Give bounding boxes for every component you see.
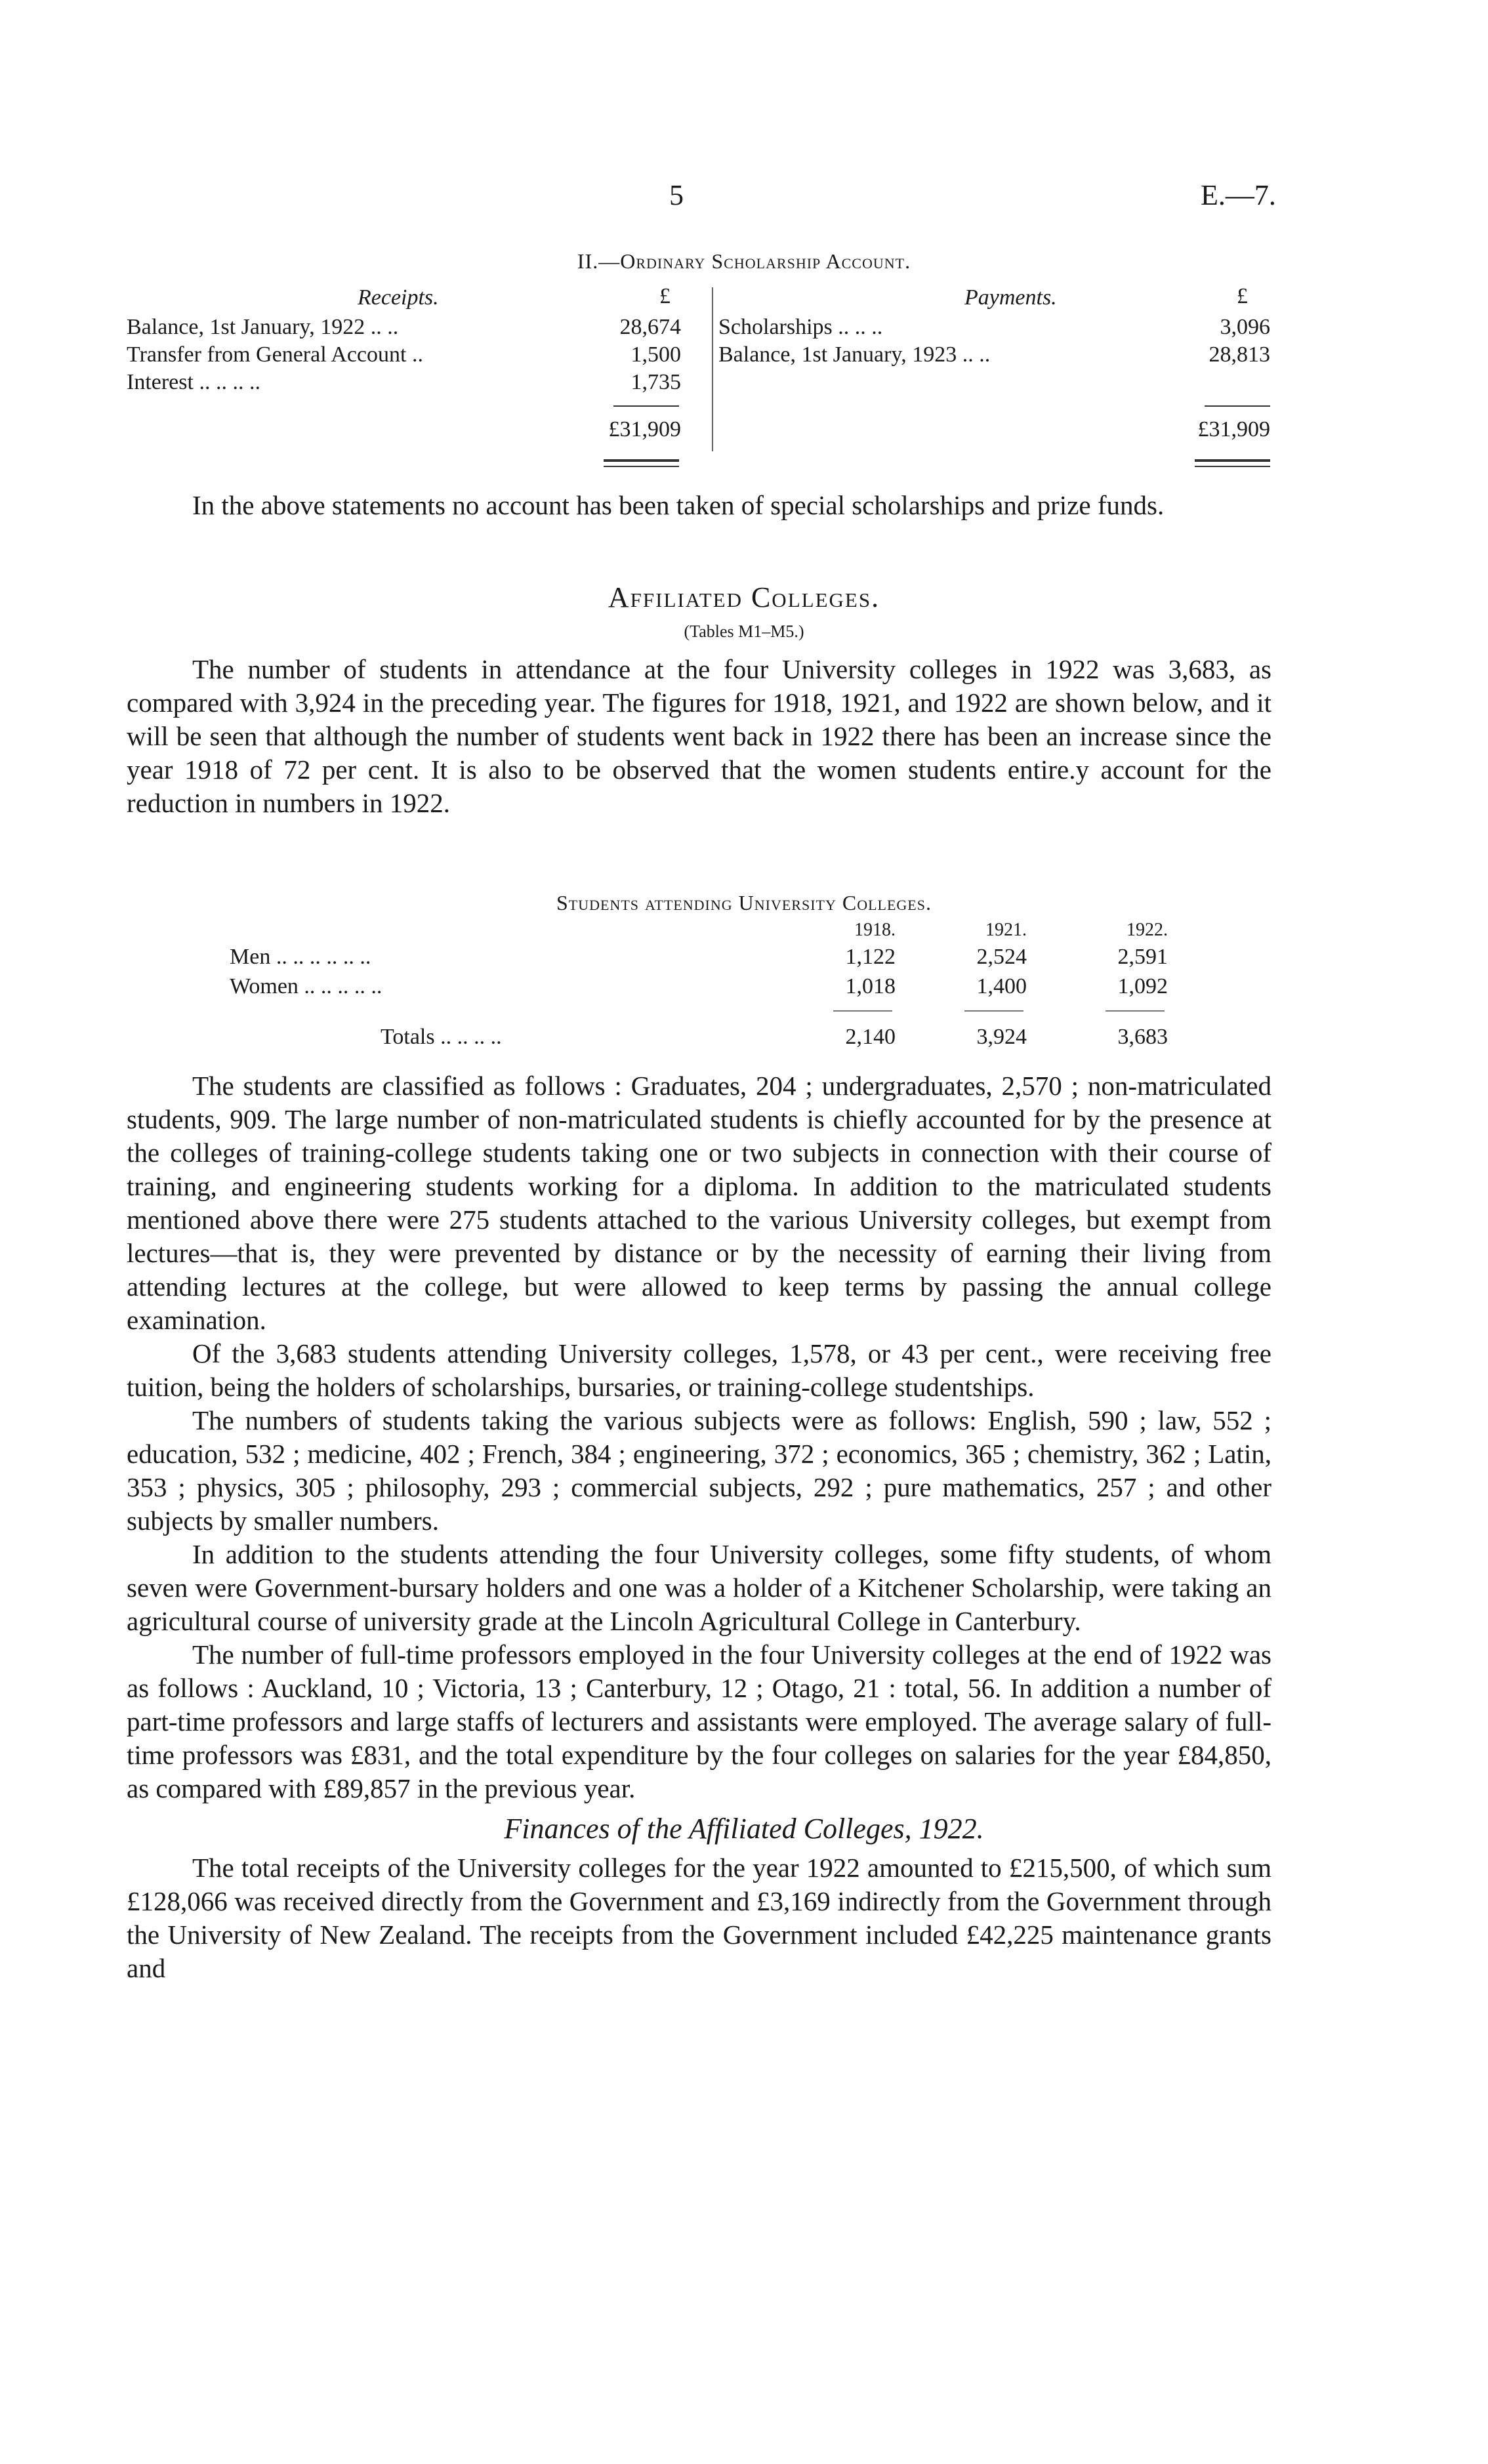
table-cell: 2,591 [1117, 945, 1168, 969]
receipts-total: £31,909 [608, 417, 681, 441]
total-double-rule [604, 459, 679, 462]
payment-label: Scholarships .. .. .. [718, 315, 883, 339]
subtotal-rule [1205, 405, 1270, 407]
table-total: 3,924 [976, 1025, 1027, 1049]
finances-title: Finances of the Affiliated Colleges, 1922. [504, 1813, 984, 1845]
total-double-rule [1195, 459, 1270, 462]
receipt-label: Interest .. .. .. .. [127, 370, 260, 394]
receipts-currency: £ [659, 284, 671, 308]
total-double-rule [604, 466, 679, 467]
note-paragraph [127, 489, 1271, 522]
receipt-label: Transfer from General Account .. [127, 342, 423, 367]
table-cell: 1,122 [845, 945, 896, 969]
account-title: II.—Ordinary Scholarship Account. [577, 249, 911, 273]
table-cell: 1,400 [976, 974, 1027, 998]
subtotal-rule [1106, 1010, 1165, 1012]
receipt-label: Balance, 1st January, 1922 .. .. [127, 315, 399, 339]
row-label-women: Women .. .. .. .. .. [230, 974, 382, 998]
paragraph-text: In addition to the students attending the four University colleges, some fifty students, of whom seven were Government-bursary holders and one was a holder of a Kitchener Scholarship, were taking an agricultural course of university grade at the Lincoln Agricultural College in Canterbury. [127, 1539, 1271, 1636]
paragraph-text: The total receipts of the University colleges for the year 1922 amounted to £215,500, of which sum £128,066 was received directly from the Government and £3,169 indirectly from the Government through the University of New Zealand. The receipts from the Government included £42,225 maintenance grants and [127, 1853, 1271, 1983]
section-title: Affiliated Colleges. [608, 581, 880, 613]
payment-amount: 3,096 [1220, 315, 1270, 339]
finances-paragraph [127, 1851, 1271, 1985]
table-cell: 2,524 [976, 945, 1027, 969]
paragraph-text: In the above statements no account has been taken of special scholarships and prize funds. [192, 490, 1165, 520]
page-number: 5 [669, 179, 684, 211]
paragraph-text: The number of full-time professors employed in the four University colleges at the end of 1922 was as follows : Auckland, 10 ; Victoria, 13 ; Canterbury, 12 ; Otago, 21 : total, 56. In addition a number of part-time professors and large staffs of lecturers and assistants were employed. The average salary of full-time professors was £831, and the total expenditure by the four colleges on salaries for the year £84,850, as compared with £89,857 in the previous year. [127, 1639, 1271, 1803]
row-label-men: Men .. .. .. .. .. .. [230, 945, 371, 969]
receipt-amount: 28,674 [619, 315, 681, 339]
students-table-title: Students attending University Colleges. [556, 891, 932, 914]
table-total: 2,140 [845, 1025, 896, 1049]
table-total: 3,683 [1117, 1025, 1168, 1049]
receipts-label: Receipts. [358, 285, 439, 310]
year-header: 1922. [1126, 920, 1168, 940]
paragraph-text: The students are classified as follows : Graduates, 204 ; undergraduates, 2,570 ; non-matriculated students, 909. The large number of non-matriculated students is chiefly accounted for by the presence at the colleges of training-college students taking one or two subjects in connection with their course of training, and engineering students working for a diploma. In addition to the matriculated students mentioned above there were 275 students attached to the various University colleges, but exempt from lectures—that is, they were prevented by distance or by the necessity of earning their living from attending lectures at the college, but were allowed to keep terms by passing the annual college examination. [127, 1071, 1271, 1335]
receipt-amount: 1,735 [630, 370, 681, 394]
payment-label: Balance, 1st January, 1923 .. .. [718, 342, 991, 367]
subtotal-rule [613, 405, 679, 407]
year-header: 1921. [985, 920, 1027, 940]
intro-paragraph [127, 653, 1271, 820]
document-code: E.—7. [1201, 179, 1276, 211]
receipt-amount: 1,500 [630, 342, 681, 367]
body-paragraphs [127, 1069, 1271, 1805]
total-double-rule [1195, 466, 1270, 467]
totals-label: Totals .. .. .. .. [381, 1025, 502, 1049]
table-cell: 1,018 [845, 974, 896, 998]
paragraph-text: Of the 3,683 students attending University colleges, 1,578, or 43 per cent., were receiving free tuition, being the holders of scholarships, bursaries, or training-college studentships. [127, 1338, 1271, 1402]
year-header: 1918. [854, 920, 896, 940]
payments-total: £31,909 [1197, 417, 1270, 441]
account-divider [712, 287, 713, 451]
tables-reference: (Tables M1–M5.) [684, 622, 804, 641]
paragraph-text: The numbers of students taking the various subjects were as follows: English, 590 ; law, 552 ; education, 532 ; medicine, 402 ; French, 384 ; engineering, 372 ; economics, 365 ; chemistry, 362 ; Latin, 353 ; physics, 305 ; philosophy, 293 ; commercial subjects, 292 ; pure mathematics, 257 ; and other subjects by smaller numbers. [127, 1405, 1271, 1536]
payment-amount: 28,813 [1209, 342, 1270, 367]
subtotal-rule [964, 1010, 1023, 1012]
payments-label: Payments. [964, 285, 1057, 310]
paragraph-text: The number of students in attendance at the four University colleges in 1922 was 3,683, as compared with 3,924 in the preceding year. The figures for 1918, 1921, and 1922 are shown below, and it will be seen that although the number of students went back in 1922 there has been an increase since the year 1918 of 72 per cent. It is also to be observed that the women students entire.y account for the reduction in numbers in 1922. [127, 654, 1271, 818]
subtotal-rule [833, 1010, 892, 1012]
table-cell: 1,092 [1117, 974, 1168, 998]
payments-currency: £ [1237, 284, 1248, 308]
